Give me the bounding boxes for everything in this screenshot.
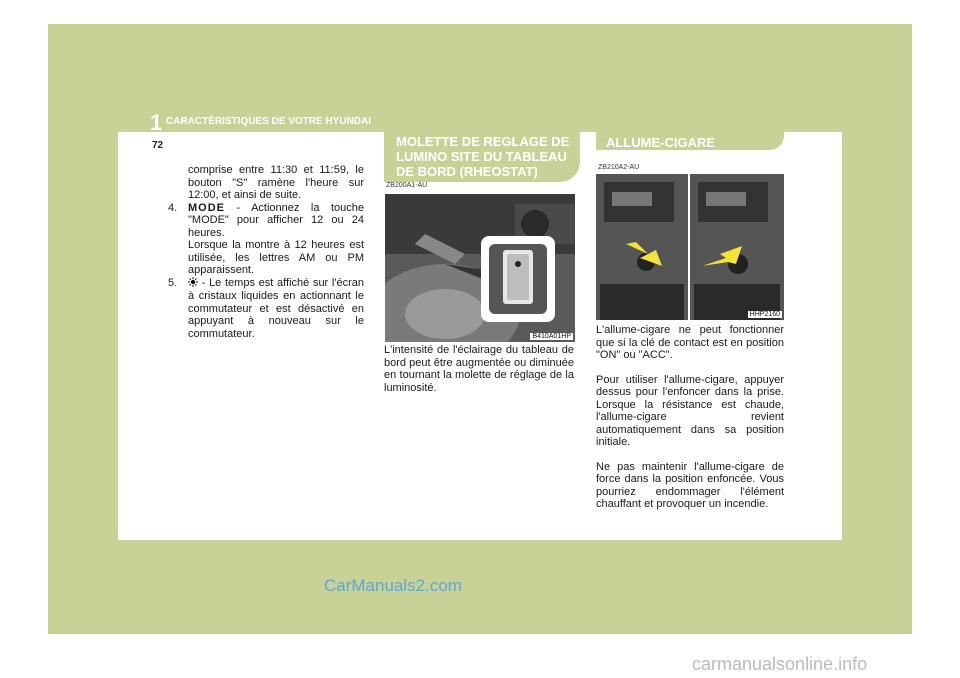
item-5-number: 5. <box>168 276 178 289</box>
page-corner <box>118 132 178 154</box>
item-4-text-2: Lorsque la montre à 12 heures est utilisée, les lettres AM ou PM apparaissent. <box>188 239 364 276</box>
rheostat-photo <box>385 194 575 342</box>
section-title-rheostat: MOLETTE DE REGLAGE DE LUMINO SITE DU TABLEAU DE BORD (RHEOSTAT) <box>396 134 570 179</box>
cigar-paragraph-1: L'allume-cigare ne peut fonctionner que si la clé de contact est en position "ON" ou "ACC". <box>596 324 784 361</box>
sun-icon <box>188 277 198 291</box>
watermark-carmanualsonline: carmanualsonline.info <box>692 654 868 674</box>
column-1 <box>168 164 364 340</box>
cigar-image-label: HHP2160 <box>749 311 780 318</box>
item-4-text: - Actionnez la touche "MODE" pour afficher 12 ou 24 heures. <box>188 201 364 239</box>
cigar-body <box>596 324 784 523</box>
watermark-link-carmanuals2[interactable]: CarManuals2.com <box>324 576 462 595</box>
chapter-number: 1 <box>150 110 163 135</box>
cigar-paragraph-2: Pour utiliser l'allume-cigare, appuyer dessus pour l'enfoncer dans la prise. Lorsque la résistance est chaude, l'allume-cigare revient automatiquement dans sa position initiale. <box>596 373 784 448</box>
rheostat-body: L'intensité de l'éclairage du tableau de bord peut être augmentée ou diminuée en tournant la molette de réglage de la luminosité. <box>384 344 574 394</box>
item-4-number: 4. <box>168 201 178 214</box>
cigar-paragraph-3: Ne pas maintenir l'allume-cigare de force dans la position enfoncée. Vous pourriez endommager l'élément chauffant et provoquer un incendie. <box>596 460 784 510</box>
rheostat-image-label: B410A01HP <box>532 333 571 340</box>
cigar-lighter-photo <box>596 174 784 320</box>
chapter-title: CARACTÉRISTIQUES DE VOTRE HYUNDAI <box>166 116 372 127</box>
item-5 <box>168 277 364 341</box>
continuation-text: comprise entre 11:30 et 11:59, le bouton "S" ramène l'heure sur 12:00, et ainsi de suite. <box>188 164 364 201</box>
section-code-rheostat: ZB200A1-AU <box>386 182 428 189</box>
item-4-keyword: MODE <box>188 201 225 214</box>
section-title-cigar: ALLUME-CIGARE <box>606 135 716 150</box>
page-number: 72 <box>152 140 164 151</box>
item-5-text: - Le temps est affiché sur l'écran à cristaux liquides en actionnant le commutateur et est désactivé en appuyant à nouveau sur le commutateur. <box>188 276 364 340</box>
bottom-band <box>48 540 912 634</box>
section-code-cigar: ZB210A2-AU <box>598 164 640 171</box>
item-4 <box>168 202 364 277</box>
